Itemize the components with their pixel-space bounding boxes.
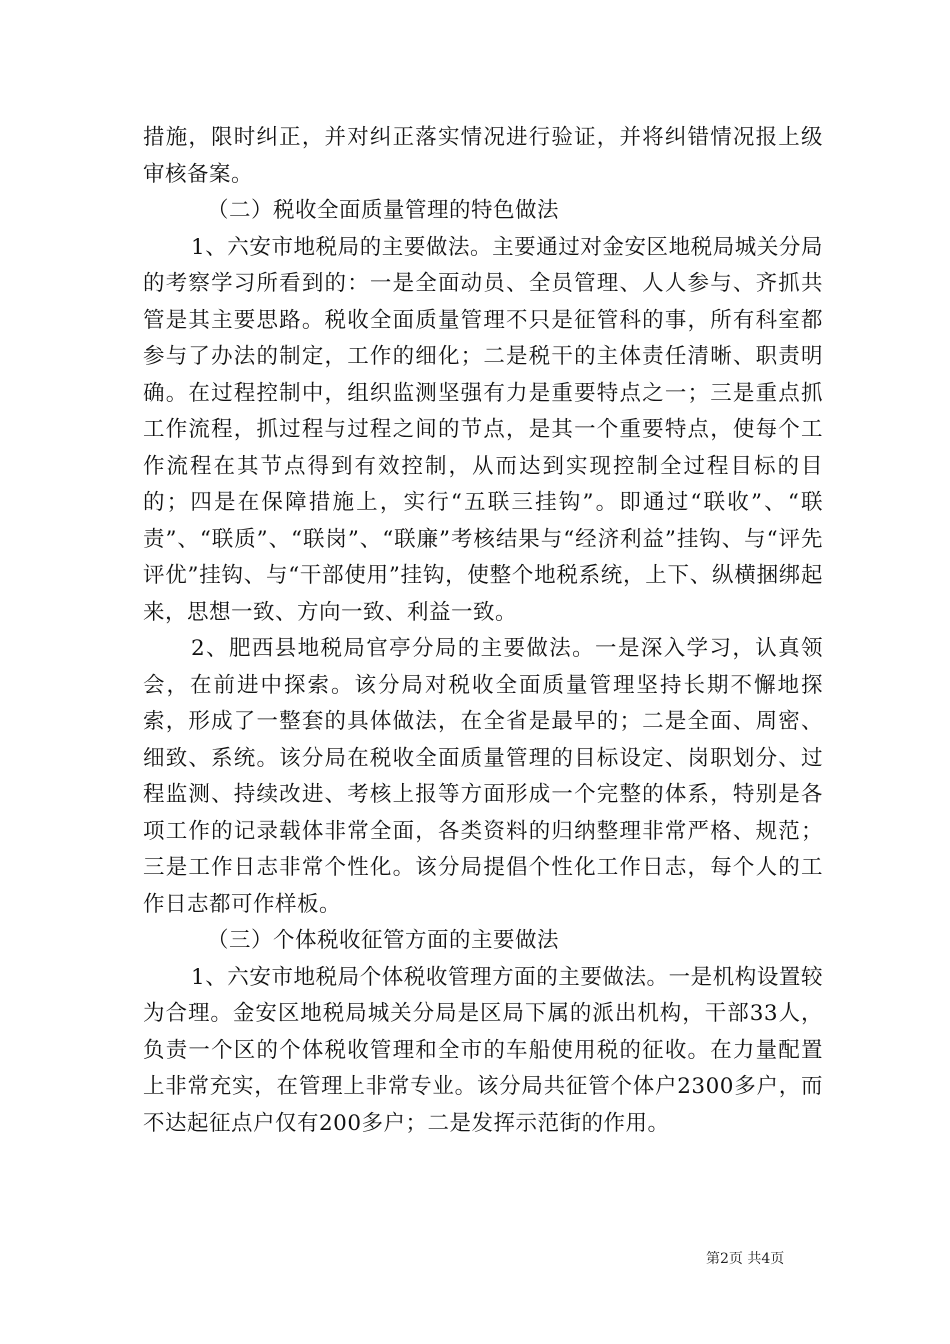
footer-prefix: 第 xyxy=(706,1251,720,1267)
document-body xyxy=(143,120,823,1142)
paragraph-individual-tax: 1、六安市地税局个体税收管理方面的主要做法。一是机构设置较为合理。金安区地税局城关分局是区局下属的派出机构，干部33人，负责一个区的个体税收管理和全市的车船使用税的征收。在力量配置上非常充实，在管理上非常专业。该分局共征管个体户2300多户，而不达起征点户仅有200多户；二是发挥示范街的作用。 xyxy=(143,964,823,1136)
footer-middle: 页 共 xyxy=(728,1251,762,1267)
paragraph-liuan-practice: 1、六安市地税局的主要做法。主要通过对金安区地税局城关分局的考察学习所看到的：一是全面动员、全员管理、人人参与、齐抓共管是其主要思路。税收全面质量管理不只是征管科的事，所有科室都参与了办法的制定，工作的细化；二是税干的主体责任清晰、职责明确。在过程控制中，组织监测坚强有力是重要特点之一；三是重点抓工作流程，抓过程与过程之间的节点，是其一个重要特点，使每个工作流程在其节点得到有效控制，从而达到实现控制全过程目标的目的；四是在保障措施上，实行“五联三挂钩”。即通过“联收”、“联责”、“联质”、“联岗”、“联廉”考核结果与“经济利益”挂钩、与“评先评优”挂钩、与“干部使用”挂钩，使整个地税系统，上下、纵横捆绑起来，思想一致、方向一致、利益一致。 xyxy=(143,234,823,625)
paragraph-continuation: 措施，限时纠正，并对纠正落实情况进行验证，并将纠错情况报上级审核备案。 xyxy=(143,125,823,187)
footer-suffix: 页 xyxy=(770,1251,785,1267)
footer-total-pages: 4 xyxy=(761,1251,771,1267)
section-heading-3: （三）个体税收征管方面的主要做法 xyxy=(207,928,560,953)
footer-current-page: 2 xyxy=(720,1251,729,1267)
section-heading-2: （二）税收全面质量管理的特色做法 xyxy=(207,198,560,223)
paragraph-feixi-practice: 2、肥西县地税局官亭分局的主要做法。一是深入学习，认真领会，在前进中探索。该分局对税收全面质量管理坚持长期不懈地探索，形成了一整套的具体做法，在全省是最早的；二是全面、周密、细致、系统。该分局在税收全面质量管理的目标设定、岗职划分、过程监测、持续改进、考核上报等方面形成一个完整的体系，特别是各项工作的记录载体非常全面，各类资料的归纳整理非常严格、规范；三是工作日志非常个性化。该分局提倡个性化工作日志，每个人的工作日志都可作样板。 xyxy=(143,636,823,917)
page-footer xyxy=(706,1248,784,1268)
